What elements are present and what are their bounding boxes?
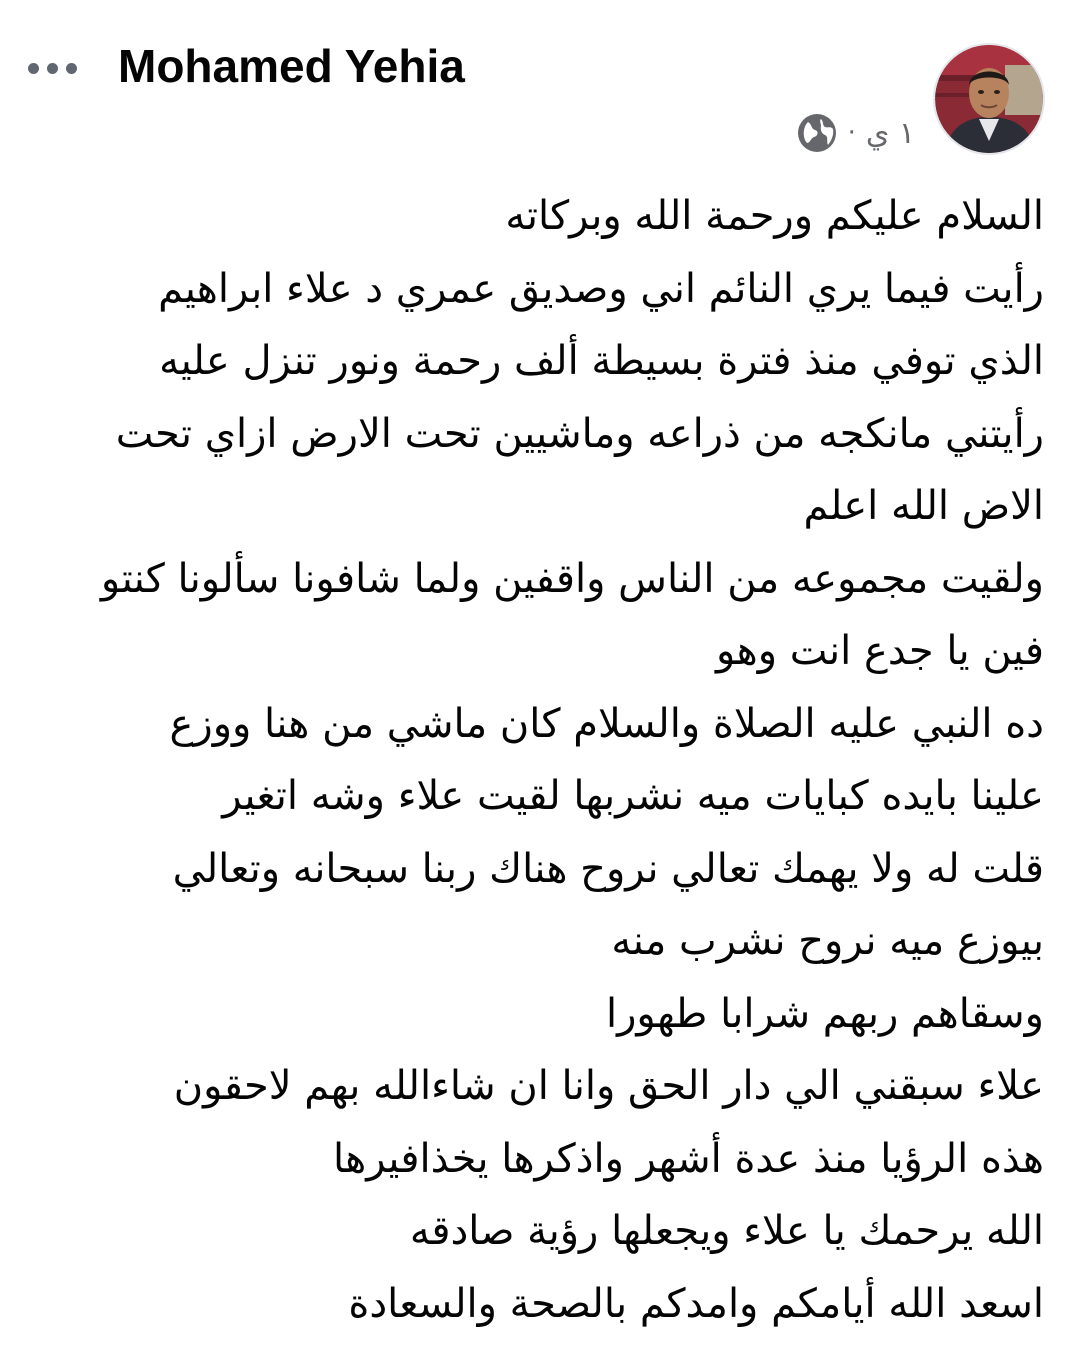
- author-name[interactable]: Mohamed Yehia: [118, 40, 465, 92]
- post-text-line: الذي توفي منذ فترة بسيطة ألف رحمة ونور تنزل عليه: [159, 338, 1044, 384]
- post-text-line: رأيت فيما يري النائم اني وصديق عمري د علاء ابراهيم: [158, 265, 1044, 312]
- more-options-button[interactable]: [28, 54, 88, 82]
- globe-icon[interactable]: [796, 112, 838, 154]
- post-text-line: الله يرحمك يا علاء ويجعلها رؤية صادقه: [409, 1208, 1044, 1254]
- meta-separator: ·: [847, 118, 856, 148]
- post-timestamp[interactable]: ١ ي: [865, 115, 915, 151]
- more-horizontal-icon: [47, 63, 58, 74]
- post-text-line: رأيتني مانكجه من ذراعه وماشيين تحت الارض ازاي تحت: [115, 410, 1044, 457]
- post-text: [34, 180, 1044, 1340]
- post-text-line: هذه الرؤيا منذ عدة أشهر واذكرها يخذافيرها: [332, 1135, 1044, 1182]
- post-text-line: علاء سبقني الي دار الحق وانا ان شاءالله بهم لاحقون: [173, 1063, 1044, 1109]
- avatar-image: [935, 45, 1043, 153]
- avatar[interactable]: [933, 43, 1045, 155]
- post-text-line: قلت له ولا يهمك تعالي نروح هناك ربنا سبحانه وتعالي: [172, 845, 1044, 892]
- more-horizontal-icon: [66, 63, 77, 74]
- post-text-line: وسقاهم ربهم شرابا طهورا: [605, 990, 1044, 1037]
- post-text-line: ولقيت مجموعه من الناس واقفين ولما شافونا سألونا كنتو: [100, 555, 1044, 602]
- post-text-line: فين يا جدع انت وهو: [715, 628, 1044, 674]
- post-text-line: علينا بايده كبايات ميه نشربها لقيت علاء وشه اتغير: [222, 773, 1044, 819]
- more-horizontal-icon: [28, 63, 39, 74]
- post-text-line: السلام عليكم ورحمة الله وبركاته: [505, 193, 1044, 239]
- post-meta: [796, 110, 915, 156]
- post-text-line: بيوزع ميه نروح نشرب منه: [611, 918, 1044, 964]
- post-text-line: الاض الله اعلم: [803, 483, 1044, 529]
- post-text-line: ده النبي عليه الصلاة والسلام كان ماشي من هنا ووزع: [169, 700, 1044, 747]
- post-text-line: اسعد الله أيامكم وامدكم بالصحة والسعادة: [348, 1280, 1044, 1327]
